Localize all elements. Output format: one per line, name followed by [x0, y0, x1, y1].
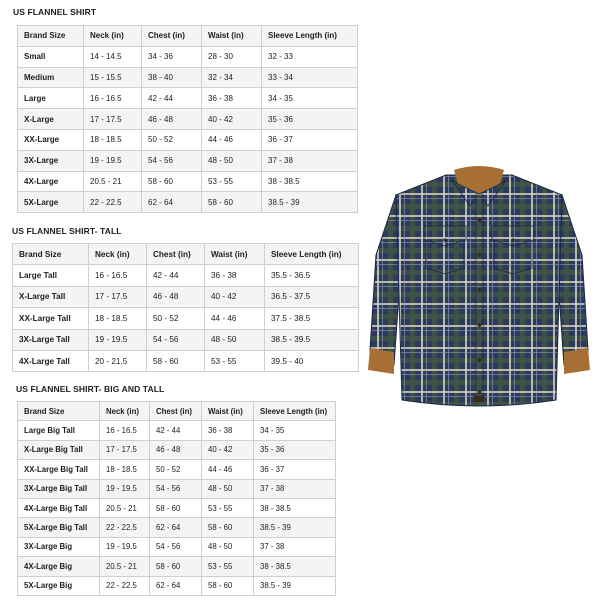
measurement-cell: 54 - 56: [142, 150, 202, 171]
column-header: Waist (in): [202, 402, 254, 421]
measurement-cell: 19 - 19.5: [89, 329, 147, 350]
measurement-cell: 38.5 - 39: [262, 192, 358, 213]
table-row: [13, 329, 359, 350]
measurement-cell: 53 - 55: [202, 171, 262, 192]
table-header-row: [18, 402, 336, 421]
measurement-cell: 20.5 - 21: [100, 498, 150, 517]
column-header: Neck (in): [100, 402, 150, 421]
measurement-cell: 40 - 42: [202, 109, 262, 130]
brand-size-cell: 3X-Large: [18, 150, 84, 171]
measurement-cell: 18 - 18.5: [84, 129, 142, 150]
column-header: Chest (in): [150, 402, 202, 421]
measurement-cell: 58 - 60: [202, 576, 254, 595]
measurement-cell: 62 - 64: [150, 576, 202, 595]
measurement-cell: 62 - 64: [150, 518, 202, 537]
measurement-cell: 44 - 46: [202, 129, 262, 150]
measurement-cell: 50 - 52: [142, 129, 202, 150]
table-row: [18, 576, 336, 595]
table-row: [18, 479, 336, 498]
measurement-cell: 36 - 38: [205, 265, 265, 286]
table-row: [18, 129, 358, 150]
measurement-cell: 48 - 50: [205, 329, 265, 350]
measurement-cell: 17 - 17.5: [84, 109, 142, 130]
measurement-cell: 35.5 - 36.5: [265, 265, 359, 286]
measurement-cell: 34 - 35: [262, 88, 358, 109]
table-row: [18, 518, 336, 537]
measurement-cell: 38.5 - 39: [254, 576, 336, 595]
measurement-cell: 22 - 22.5: [100, 518, 150, 537]
brand-size-cell: Small: [18, 46, 84, 67]
measurement-cell: 38 - 38.5: [254, 498, 336, 517]
table-row: [13, 286, 359, 307]
measurement-cell: 34 - 36: [142, 46, 202, 67]
measurement-cell: 20.5 - 21: [100, 557, 150, 576]
measurement-cell: 18 - 18.5: [89, 308, 147, 329]
measurement-cell: 42 - 44: [147, 265, 205, 286]
measurement-cell: 40 - 42: [205, 286, 265, 307]
section-title-big-and-tall: US FLANNEL SHIRT- BIG AND TALL: [16, 384, 165, 394]
column-header: Neck (in): [89, 244, 147, 265]
measurement-cell: 48 - 50: [202, 537, 254, 556]
measurement-cell: 58 - 60: [150, 557, 202, 576]
measurement-cell: 46 - 48: [147, 286, 205, 307]
size-table-big-and-tall: [17, 401, 336, 596]
column-header: Waist (in): [205, 244, 265, 265]
measurement-cell: 40 - 42: [202, 440, 254, 459]
table-row: [18, 421, 336, 440]
measurement-cell: 38.5 - 39.5: [265, 329, 359, 350]
measurement-cell: 39.5 - 40: [265, 350, 359, 371]
measurement-cell: 36 - 38: [202, 421, 254, 440]
column-header: Brand Size: [18, 26, 84, 47]
table-row: [18, 88, 358, 109]
measurement-cell: 54 - 56: [150, 479, 202, 498]
brand-size-cell: X-Large Tall: [13, 286, 89, 307]
brand-size-cell: 4X-Large Big: [18, 557, 100, 576]
brand-size-cell: X-Large Big Tall: [18, 440, 100, 459]
measurement-cell: 22 - 22.5: [84, 192, 142, 213]
measurement-cell: 58 - 60: [142, 171, 202, 192]
measurement-cell: 44 - 46: [205, 308, 265, 329]
brand-size-cell: XX-Large: [18, 129, 84, 150]
measurement-cell: 17 - 17.5: [89, 286, 147, 307]
measurement-cell: 53 - 55: [202, 498, 254, 517]
measurement-cell: 46 - 48: [150, 440, 202, 459]
table-row: [13, 308, 359, 329]
measurement-cell: 19 - 19.5: [84, 150, 142, 171]
brand-size-cell: 4X-Large Tall: [13, 350, 89, 371]
table-row: [18, 192, 358, 213]
column-header: Brand Size: [18, 402, 100, 421]
measurement-cell: 58 - 60: [202, 518, 254, 537]
measurement-cell: 22 - 22.5: [100, 576, 150, 595]
measurement-cell: 16 - 16.5: [100, 421, 150, 440]
measurement-cell: 36 - 37: [254, 460, 336, 479]
section-title-tall: US FLANNEL SHIRT- TALL: [12, 226, 122, 236]
column-header: Waist (in): [202, 26, 262, 47]
measurement-cell: 36.5 - 37.5: [265, 286, 359, 307]
measurement-cell: 20.5 - 21: [84, 171, 142, 192]
measurement-cell: 37 - 38: [254, 479, 336, 498]
measurement-cell: 19 - 19.5: [100, 479, 150, 498]
size-table-tall: [12, 243, 359, 372]
measurement-cell: 38 - 38.5: [262, 171, 358, 192]
measurement-cell: 33 - 34: [262, 67, 358, 88]
brand-size-cell: 3X-Large Big Tall: [18, 479, 100, 498]
measurement-cell: 16 - 16.5: [84, 88, 142, 109]
measurement-cell: 44 - 46: [202, 460, 254, 479]
measurement-cell: 18 - 18.5: [100, 460, 150, 479]
measurement-cell: 19 - 19.5: [100, 537, 150, 556]
brand-size-cell: 3X-Large Big: [18, 537, 100, 556]
brand-size-cell: Large Tall: [13, 265, 89, 286]
measurement-cell: 34 - 35: [254, 421, 336, 440]
column-header: Sleeve Length (in): [265, 244, 359, 265]
flannel-shirt-image: [366, 160, 592, 422]
column-header: Neck (in): [84, 26, 142, 47]
measurement-cell: 50 - 52: [147, 308, 205, 329]
brand-size-cell: 4X-Large Big Tall: [18, 498, 100, 517]
measurement-cell: 50 - 52: [150, 460, 202, 479]
table-row: [18, 498, 336, 517]
brand-size-cell: Large: [18, 88, 84, 109]
measurement-cell: 37 - 38: [262, 150, 358, 171]
measurement-cell: 53 - 55: [202, 557, 254, 576]
measurement-cell: 15 - 15.5: [84, 67, 142, 88]
column-header: Sleeve Length (in): [262, 26, 358, 47]
brand-size-cell: 5X-Large Big: [18, 576, 100, 595]
measurement-cell: 36 - 38: [202, 88, 262, 109]
measurement-cell: 16 - 16.5: [89, 265, 147, 286]
brand-size-cell: 5X-Large: [18, 192, 84, 213]
measurement-cell: 54 - 56: [147, 329, 205, 350]
measurement-cell: 48 - 50: [202, 479, 254, 498]
size-table-regular: [17, 25, 358, 213]
table-row: [18, 46, 358, 67]
measurement-cell: 58 - 60: [150, 498, 202, 517]
table-header-row: [18, 26, 358, 47]
measurement-cell: 36 - 37: [262, 129, 358, 150]
table-row: [18, 67, 358, 88]
table-header-row: [13, 244, 359, 265]
measurement-cell: 58 - 60: [202, 192, 262, 213]
brand-size-cell: 3X-Large Tall: [13, 329, 89, 350]
brand-size-cell: XX-Large Tall: [13, 308, 89, 329]
column-header: Chest (in): [142, 26, 202, 47]
measurement-cell: 38 - 40: [142, 67, 202, 88]
measurement-cell: 35 - 36: [262, 109, 358, 130]
table-row: [18, 557, 336, 576]
measurement-cell: 37.5 - 38.5: [265, 308, 359, 329]
table-row: [18, 171, 358, 192]
table-row: [18, 150, 358, 171]
measurement-cell: 17 - 17.5: [100, 440, 150, 459]
brand-size-cell: Medium: [18, 67, 84, 88]
measurement-cell: 38.5 - 39: [254, 518, 336, 537]
measurement-cell: 62 - 64: [142, 192, 202, 213]
measurement-cell: 42 - 44: [150, 421, 202, 440]
measurement-cell: 32 - 33: [262, 46, 358, 67]
measurement-cell: 53 - 55: [205, 350, 265, 371]
measurement-cell: 37 - 38: [254, 537, 336, 556]
measurement-cell: 46 - 48: [142, 109, 202, 130]
measurement-cell: 42 - 44: [142, 88, 202, 109]
brand-size-cell: 5X-Large Big Tall: [18, 518, 100, 537]
brand-size-cell: 4X-Large: [18, 171, 84, 192]
measurement-cell: 54 - 56: [150, 537, 202, 556]
table-row: [18, 460, 336, 479]
measurement-cell: 28 - 30: [202, 46, 262, 67]
measurement-cell: 48 - 50: [202, 150, 262, 171]
measurement-cell: 20 - 21.5: [89, 350, 147, 371]
brand-size-cell: Large Big Tall: [18, 421, 100, 440]
column-header: Chest (in): [147, 244, 205, 265]
measurement-cell: 32 - 34: [202, 67, 262, 88]
brand-size-cell: X-Large: [18, 109, 84, 130]
table-row: [13, 265, 359, 286]
measurement-cell: 14 - 14.5: [84, 46, 142, 67]
measurement-cell: 58 - 60: [147, 350, 205, 371]
section-title-us-flannel-shirt: US FLANNEL SHIRT: [13, 7, 97, 17]
table-row: [18, 109, 358, 130]
measurement-cell: 35 - 36: [254, 440, 336, 459]
table-row: [13, 350, 359, 371]
measurement-cell: 38 - 38.5: [254, 557, 336, 576]
table-row: [18, 537, 336, 556]
column-header: Brand Size: [13, 244, 89, 265]
table-row: [18, 440, 336, 459]
brand-size-cell: XX-Large Big Tall: [18, 460, 100, 479]
column-header: Sleeve Length (in): [254, 402, 336, 421]
